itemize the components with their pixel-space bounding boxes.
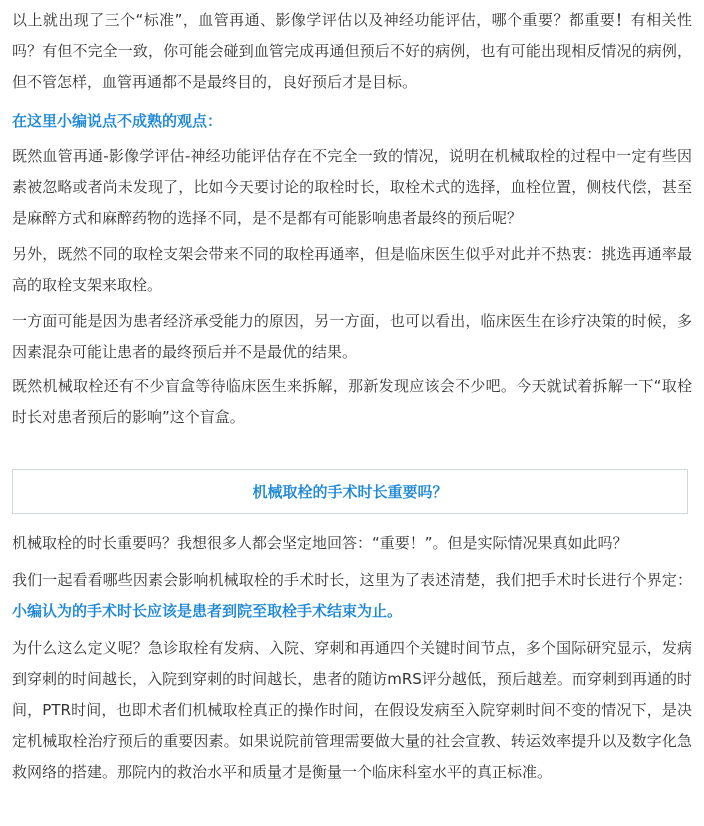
question-paragraph: 机械取栓的时长重要吗？我想很多人都会坚定地回答：“重要！”。但是实际情况果真如此吗？	[12, 534, 628, 552]
definition-lead: 我们一起看看哪些因素会影响机械取栓的手术时长，这里为了表述清楚，我们把手术时长进行个界定：	[12, 571, 692, 589]
intro-text-2: 有相关性吗？有但不完全一致，你可能会碰到血管完成再通但预后不好的病例，也有可能出现相反情况的病例，但不管怎样，血管再通都不是最终目的，良好预后才是目标。	[12, 11, 692, 91]
section-title: 机械取栓的手术时长重要吗？	[252, 483, 448, 501]
opinion-heading: 在这里小编说点不成熟的观点：	[12, 112, 223, 130]
cost-paragraph: 一方面可能是因为患者经济承受能力的原因，另一方面，也可以看出，临床医生在诊疗决策的时候，多因素混杂可能让患者的最终预后并不是最优的结果。	[12, 312, 692, 361]
ceiling-paragraph: 既然血管再通-影像学评估-神经功能评估存在不完全一致的情况，说明在机械取栓的过程中一定有些因素被忽略或者尚未发现了，比如今天要讨论的取栓时长，取栓术式的选择，血栓位置，侧枝代偿，甚至是麻醉方式和麻醉药物的选择不同，是不是都有可能影响患者最终的预后呢？	[12, 147, 692, 227]
intro-text-1: 以上就出现了三个“标准”，血管再通、影像学评估以及神经功能评估，哪个重要？都重要	[12, 11, 616, 29]
stent-paragraph: 另外，既然不同的取栓支架会带来不同的取栓再通率，但是临床医生似乎对此并不热衷：挑选再通率最高的取栓支架来取栓。	[12, 245, 692, 294]
definition-highlight: 小编认为的手术时长应该是患者到院至取栓手术结束为止。	[12, 602, 403, 620]
intro-paragraph	[12, 5, 692, 98]
section-title-box	[12, 469, 688, 514]
definition-paragraph	[12, 565, 692, 627]
intro-exclamation: ！	[615, 11, 631, 29]
why-paragraph: 为什么这么定义呢？急诊取栓有发病、入院、穿刺和再通四个关键时间节点，多个国际研究显示，发病到穿刺的时间越长，入院到穿刺的时间越长，患者的随访mRS评分越低，预后越差。而穿刺到再通的时间，PTR时间，也即术者们机械取栓真正的操作时间，在假设发病至入院穿刺时间不变的情况下，是决定机械取栓治疗预后的重要因素。如果说院前管理需要做大量的社会宣教、转运效率提升以及数字化急救网络的搭建。那院内的救治水平和质量才是衡量一个临床科室水平的真正标准。	[12, 639, 692, 781]
blind-box-paragraph: 既然机械取栓还有不少盲盒等待临床医生来拆解，那新发现应该会不少吧。今天就试着拆解一下“取栓时长对患者预后的影响”这个盲盒。	[12, 377, 692, 426]
